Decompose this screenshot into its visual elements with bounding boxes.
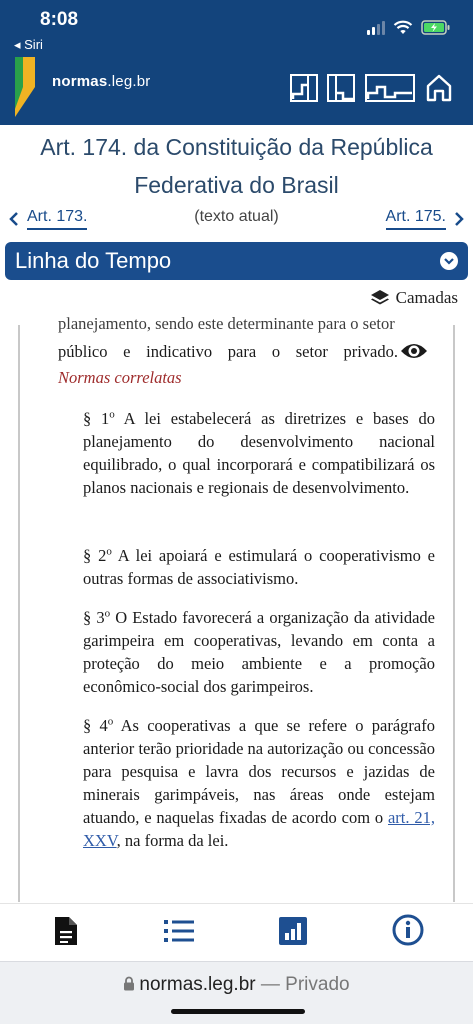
home-indicator[interactable] (171, 1009, 305, 1014)
browser-url-bar[interactable] (0, 961, 473, 1024)
previous-article-label: Art. 173. (27, 208, 87, 230)
layout-wide-icon[interactable] (365, 73, 415, 103)
article-navigation (0, 204, 473, 234)
timeline-dropdown[interactable] (5, 242, 468, 280)
caput-text-partial: planejamento, sendo este determinante para o setor (58, 314, 395, 333)
next-article-label: Art. 175. (386, 208, 446, 230)
status-bar (0, 0, 473, 57)
previous-article-link[interactable] (9, 208, 87, 230)
chevron-right-icon (454, 211, 464, 227)
cellular-signal-icon (367, 21, 385, 35)
paragraph-1 (83, 407, 435, 499)
ordinal-sup: o (106, 545, 112, 558)
paragraph-text-end: , na forma da lei. (116, 831, 229, 850)
bottom-toolbar (0, 903, 473, 961)
paragraph-mark: § 1 (83, 409, 110, 428)
ordinal-sup: o (107, 715, 114, 728)
url-display (0, 974, 473, 996)
layout-split-icon[interactable] (327, 73, 355, 103)
next-article-link[interactable] (386, 208, 464, 230)
layers-icon (370, 289, 390, 307)
related-norms-link[interactable]: Normas correlatas (58, 368, 182, 387)
site-header (0, 57, 473, 125)
layout-left-icon[interactable] (290, 73, 318, 103)
battery-icon (421, 20, 451, 35)
paragraph-4 (83, 714, 435, 852)
logo-icon[interactable] (15, 57, 35, 117)
status-time: 8:08 (40, 9, 79, 30)
ordinal-sup: o (109, 408, 115, 421)
lock-icon (123, 976, 135, 991)
eye-icon[interactable] (400, 341, 428, 361)
paragraph-text: As cooperativas a que se refere o parágrafo anterior terão prioridade na autorização ou concessão para pesquisa e lavra dos recursos e jazidas de minerais garimpáveis, nas áreas onde estejam atuando, e naquelas fixadas de acordo com o (83, 716, 435, 827)
art-21-link[interactable]: art. 21, XXV (83, 808, 435, 850)
paragraph-text: O Estado favorecerá a organização da atividade garimpeira em cooperativas, levando em conta a proteção do meio ambiente e a promoção econômico-social dos garimpeiros. (83, 608, 435, 696)
url-separator: — (255, 974, 286, 995)
layers-button[interactable] (370, 288, 458, 308)
page-title: Art. 174. da Constituição da República Federativa do Brasil (40, 134, 433, 198)
brand-domain: .leg.br (107, 73, 151, 90)
home-icon[interactable] (425, 73, 453, 103)
paragraph-mark: § 3 (83, 608, 105, 627)
paragraph-3 (83, 606, 435, 698)
article-content (18, 314, 455, 902)
paragraph-2 (83, 544, 435, 590)
ordinal-sup: o (104, 607, 111, 620)
chevron-down-icon (440, 252, 458, 270)
text-version-label: (texto atual) (194, 208, 279, 225)
private-mode-label: Privado (285, 974, 350, 995)
document-icon[interactable] (53, 915, 79, 947)
wifi-icon (393, 20, 413, 35)
caput-text-end: público e indicativo para o setor privado. (58, 342, 398, 361)
status-icons (367, 20, 451, 35)
info-icon[interactable] (392, 914, 424, 946)
brand-bold: normas (52, 73, 108, 90)
paragraph-text: A lei estabelecerá as diretrizes e bases do planejamento do desenvolvimento nacional equilibrado, o qual incorporará e compatibilizará os planos nacionais e regionais de desenvolvimento. (83, 409, 435, 497)
paragraph-text: A lei apoiará e estimulará o cooperativismo e outras formas de associativismo. (83, 546, 436, 588)
url-domain: normas.leg.br (139, 974, 256, 995)
chevron-left-icon (9, 211, 19, 227)
paragraph-mark: § 2 (83, 546, 107, 565)
chart-icon[interactable] (278, 916, 308, 946)
back-to-siri-link[interactable]: ◂ Siri (14, 37, 43, 52)
layers-label: Camadas (395, 288, 458, 307)
paragraph-mark: § 4 (83, 716, 108, 735)
timeline-label: Linha do Tempo (15, 248, 172, 273)
site-brand[interactable] (52, 73, 150, 90)
list-icon[interactable] (163, 918, 195, 944)
